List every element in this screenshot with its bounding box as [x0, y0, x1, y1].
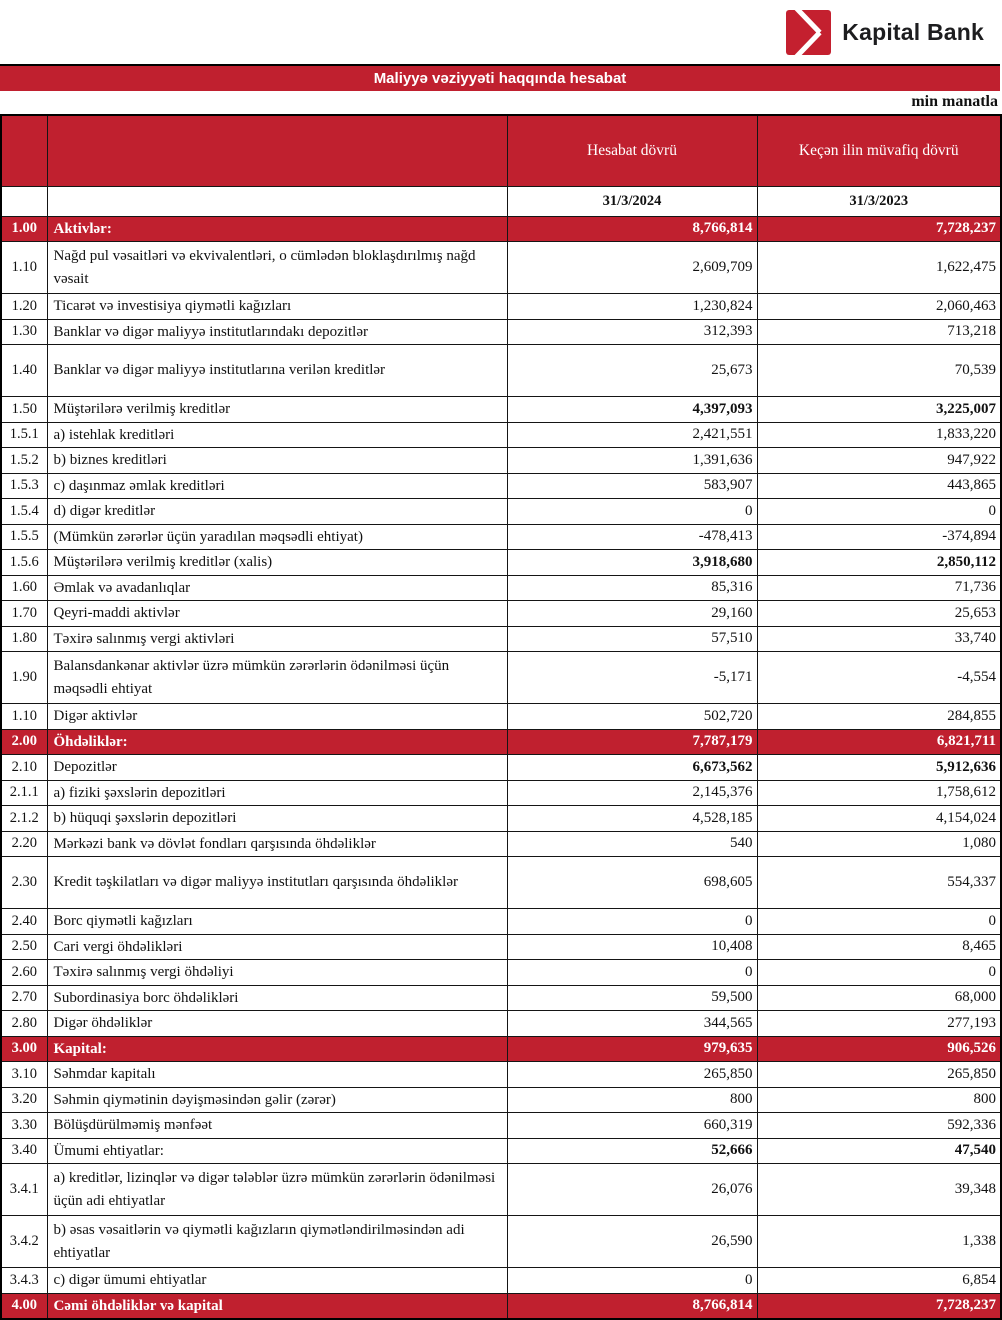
- date-header-row: [1, 186, 1001, 216]
- row-label: a) kreditlər, lizinqlər və digər tələblər üzrə mümkün zərərlərin ödənilməsi üçün adi ehtiyatlar: [47, 1164, 507, 1216]
- row-label: Kapital:: [47, 1036, 507, 1062]
- date-empty-number-cell: [1, 186, 47, 216]
- row-label: Cəmi öhdəliklər və kapital: [47, 1293, 507, 1319]
- row-value-previous: 25,653: [757, 601, 1001, 627]
- row-number: 1.60: [1, 575, 47, 601]
- table-row: [1, 652, 1001, 704]
- row-number: 1.5.3: [1, 473, 47, 499]
- row-label: a) fiziki şəxslərin depozitləri: [47, 780, 507, 806]
- row-value-previous: 713,218: [757, 319, 1001, 345]
- row-value-current: 0: [507, 960, 757, 986]
- kapital-bank-logo: [786, 10, 984, 55]
- row-value-previous: 68,000: [757, 985, 1001, 1011]
- date-previous: 31/3/2023: [757, 186, 1001, 216]
- row-value-current: 979,635: [507, 1036, 757, 1062]
- row-number: 1.80: [1, 626, 47, 652]
- table-row: [1, 294, 1001, 320]
- row-number: 3.10: [1, 1062, 47, 1088]
- row-number: 2.70: [1, 985, 47, 1011]
- row-label: Banklar və digər maliyyə institutlarındakı depozitlər: [47, 319, 507, 345]
- row-number: 1.90: [1, 652, 47, 704]
- table-row: [1, 448, 1001, 474]
- row-label: c) daşınmaz əmlak kreditləri: [47, 473, 507, 499]
- table-row: [1, 1216, 1001, 1268]
- row-number: 1.5.5: [1, 524, 47, 550]
- table-row: [1, 780, 1001, 806]
- table-row: [1, 319, 1001, 345]
- row-label: Depozitlər: [47, 755, 507, 781]
- row-value-current: 312,393: [507, 319, 757, 345]
- row-number: 4.00: [1, 1293, 47, 1319]
- row-value-previous: 906,526: [757, 1036, 1001, 1062]
- row-value-previous: 6,821,711: [757, 729, 1001, 755]
- row-number: 2.30: [1, 857, 47, 909]
- header-empty-number-cell: [1, 115, 47, 186]
- row-label: Əmlak və avadanlıqlar: [47, 575, 507, 601]
- row-number: 1.10: [1, 242, 47, 294]
- row-label: Ticarət və investisiya qiymətli kağızları: [47, 294, 507, 320]
- row-value-current: 800: [507, 1087, 757, 1113]
- row-value-previous: 554,337: [757, 857, 1001, 909]
- table-row: [1, 1036, 1001, 1062]
- row-number: 1.5.4: [1, 499, 47, 525]
- table-row: [1, 909, 1001, 935]
- row-number: 3.4.2: [1, 1216, 47, 1268]
- row-label: Balansdankənar aktivlər üzrə mümkün zərərlərin ödənilməsi üçün məqsədli ehtiyat: [47, 652, 507, 704]
- row-value-previous: 284,855: [757, 704, 1001, 730]
- row-value-current: 8,766,814: [507, 216, 757, 242]
- header-empty-label-cell: [47, 115, 507, 186]
- row-label: b) biznes kreditləri: [47, 448, 507, 474]
- row-value-previous: 33,740: [757, 626, 1001, 652]
- row-value-current: 57,510: [507, 626, 757, 652]
- column-header-row: [1, 115, 1001, 186]
- report-title: Maliyyə vəziyyəti haqqında hesabat: [373, 70, 627, 87]
- row-label: Müştərilərə verilmiş kreditlər (xalis): [47, 550, 507, 576]
- row-value-previous: 800: [757, 1087, 1001, 1113]
- row-value-previous: 7,728,237: [757, 1293, 1001, 1319]
- table-row: [1, 985, 1001, 1011]
- table-row: [1, 242, 1001, 294]
- row-value-current: 0: [507, 1268, 757, 1294]
- table-row: [1, 1138, 1001, 1164]
- row-number: 2.1.2: [1, 806, 47, 832]
- row-label: Kredit təşkilatları və digər maliyyə institutları qarşısında öhdəliklər: [47, 857, 507, 909]
- row-value-previous: 0: [757, 960, 1001, 986]
- row-label: (Mümkün zərərlər üçün yaradılan məqsədli ehtiyat): [47, 524, 507, 550]
- row-value-current: 502,720: [507, 704, 757, 730]
- row-label: Cari vergi öhdəlikləri: [47, 934, 507, 960]
- row-value-previous: 8,465: [757, 934, 1001, 960]
- row-label: c) digər ümumi ehtiyatlar: [47, 1268, 507, 1294]
- row-label: Öhdəliklər:: [47, 729, 507, 755]
- row-value-previous: 443,865: [757, 473, 1001, 499]
- date-empty-label-cell: [47, 186, 507, 216]
- row-value-current: 52,666: [507, 1138, 757, 1164]
- row-label: Təxirə salınmış vergi öhdəliyi: [47, 960, 507, 986]
- table-row: [1, 550, 1001, 576]
- row-value-current: 265,850: [507, 1062, 757, 1088]
- row-value-current: 85,316: [507, 575, 757, 601]
- row-value-previous: 1,622,475: [757, 242, 1001, 294]
- table-row: [1, 397, 1001, 423]
- row-value-current: 540: [507, 831, 757, 857]
- col-header-previous-period: Keçən ilin müvafiq dövrü: [757, 115, 1001, 186]
- row-label: Nağd pul vəsaitləri və ekvivalentləri, o cümlədən bloklaşdırılmış nağd vəsait: [47, 242, 507, 294]
- table-body: [1, 216, 1001, 1319]
- table-row: [1, 934, 1001, 960]
- table-row: [1, 499, 1001, 525]
- date-current: 31/3/2024: [507, 186, 757, 216]
- row-value-previous: 2,850,112: [757, 550, 1001, 576]
- row-value-previous: 47,540: [757, 1138, 1001, 1164]
- logo-row: [0, 0, 1000, 60]
- row-number: 1.40: [1, 345, 47, 397]
- row-value-current: 1,391,636: [507, 448, 757, 474]
- row-number: 3.30: [1, 1113, 47, 1139]
- table-row: [1, 755, 1001, 781]
- table-row: [1, 704, 1001, 730]
- row-value-current: 26,076: [507, 1164, 757, 1216]
- row-value-previous: 3,225,007: [757, 397, 1001, 423]
- row-value-current: 8,766,814: [507, 1293, 757, 1319]
- row-number: 1.70: [1, 601, 47, 627]
- row-number: 2.00: [1, 729, 47, 755]
- row-value-previous: 71,736: [757, 575, 1001, 601]
- row-value-previous: 0: [757, 499, 1001, 525]
- row-label: Banklar və digər maliyyə institutlarına verilən kreditlər: [47, 345, 507, 397]
- row-label: b) əsas vəsaitlərin və qiymətli kağızların qiymətləndirilməsindən adi ehtiyatlar: [47, 1216, 507, 1268]
- row-label: d) digər kreditlər: [47, 499, 507, 525]
- row-value-current: 583,907: [507, 473, 757, 499]
- row-label: Səhmin qiymətinin dəyişməsindən gəlir (zərər): [47, 1087, 507, 1113]
- row-value-current: 10,408: [507, 934, 757, 960]
- row-number: 3.4.1: [1, 1164, 47, 1216]
- row-number: 1.10: [1, 704, 47, 730]
- row-value-previous: 1,338: [757, 1216, 1001, 1268]
- row-label: Borc qiymətli kağızları: [47, 909, 507, 935]
- row-number: 2.60: [1, 960, 47, 986]
- row-label: Qeyri-maddi aktivlər: [47, 601, 507, 627]
- row-number: 2.40: [1, 909, 47, 935]
- row-value-previous: 1,758,612: [757, 780, 1001, 806]
- row-value-current: -478,413: [507, 524, 757, 550]
- row-value-previous: 592,336: [757, 1113, 1001, 1139]
- row-number: 3.00: [1, 1036, 47, 1062]
- kapital-bank-logo-icon: [786, 10, 831, 55]
- row-number: 1.30: [1, 319, 47, 345]
- row-value-current: 660,319: [507, 1113, 757, 1139]
- row-value-previous: -4,554: [757, 652, 1001, 704]
- row-value-previous: 70,539: [757, 345, 1001, 397]
- unit-note: min manatla: [911, 93, 998, 110]
- table-row: [1, 626, 1001, 652]
- table-row: [1, 345, 1001, 397]
- report-title-bar: [0, 64, 1000, 91]
- row-number: 3.40: [1, 1138, 47, 1164]
- row-label: Digər aktivlər: [47, 704, 507, 730]
- row-value-current: 7,787,179: [507, 729, 757, 755]
- table-row: [1, 422, 1001, 448]
- row-value-current: 29,160: [507, 601, 757, 627]
- row-label: b) hüquqi şəxslərin depozitləri: [47, 806, 507, 832]
- table-row: [1, 601, 1001, 627]
- row-value-current: -5,171: [507, 652, 757, 704]
- table-row: [1, 1062, 1001, 1088]
- row-value-current: 0: [507, 499, 757, 525]
- table-row: [1, 1113, 1001, 1139]
- row-value-current: 1,230,824: [507, 294, 757, 320]
- row-value-current: 2,421,551: [507, 422, 757, 448]
- row-label: Subordinasiya borc öhdəlikləri: [47, 985, 507, 1011]
- table-row: [1, 1087, 1001, 1113]
- row-value-previous: -374,894: [757, 524, 1001, 550]
- row-number: 2.50: [1, 934, 47, 960]
- row-value-previous: 1,080: [757, 831, 1001, 857]
- table-row: [1, 960, 1001, 986]
- row-value-previous: 2,060,463: [757, 294, 1001, 320]
- row-value-current: 344,565: [507, 1011, 757, 1037]
- table-row: [1, 729, 1001, 755]
- row-value-previous: 947,922: [757, 448, 1001, 474]
- row-value-current: 2,609,709: [507, 242, 757, 294]
- row-label: Səhmdar kapitalı: [47, 1062, 507, 1088]
- row-value-current: 25,673: [507, 345, 757, 397]
- row-value-current: 2,145,376: [507, 780, 757, 806]
- table-row: [1, 831, 1001, 857]
- table-row: [1, 1268, 1001, 1294]
- row-value-current: 0: [507, 909, 757, 935]
- row-number: 1.5.6: [1, 550, 47, 576]
- row-label: Ümumi ehtiyatlar:: [47, 1138, 507, 1164]
- row-label: Bölüşdürülməmiş mənfəət: [47, 1113, 507, 1139]
- brand-name: Kapital Bank: [842, 18, 984, 45]
- row-value-current: 59,500: [507, 985, 757, 1011]
- table-row: [1, 524, 1001, 550]
- table-row: [1, 1293, 1001, 1319]
- table-row: [1, 806, 1001, 832]
- row-value-previous: 5,912,636: [757, 755, 1001, 781]
- row-number: 1.5.1: [1, 422, 47, 448]
- row-number: 2.80: [1, 1011, 47, 1037]
- table-row: [1, 1011, 1001, 1037]
- row-number: 2.20: [1, 831, 47, 857]
- row-number: 1.20: [1, 294, 47, 320]
- row-label: Müştərilərə verilmiş kreditlər: [47, 397, 507, 423]
- row-number: 2.1.1: [1, 780, 47, 806]
- row-value-previous: 6,854: [757, 1268, 1001, 1294]
- row-label: Təxirə salınmış vergi aktivləri: [47, 626, 507, 652]
- table-row: [1, 473, 1001, 499]
- row-value-current: 26,590: [507, 1216, 757, 1268]
- row-number: 3.20: [1, 1087, 47, 1113]
- row-value-current: 6,673,562: [507, 755, 757, 781]
- row-value-current: 4,397,093: [507, 397, 757, 423]
- row-label: Digər öhdəliklər: [47, 1011, 507, 1037]
- row-number: 1.00: [1, 216, 47, 242]
- row-number: 1.50: [1, 397, 47, 423]
- row-value-previous: 7,728,237: [757, 216, 1001, 242]
- table-row: [1, 857, 1001, 909]
- row-value-current: 4,528,185: [507, 806, 757, 832]
- row-value-previous: 1,833,220: [757, 422, 1001, 448]
- table-row: [1, 1164, 1001, 1216]
- row-value-current: 698,605: [507, 857, 757, 909]
- row-value-previous: 277,193: [757, 1011, 1001, 1037]
- row-value-previous: 4,154,024: [757, 806, 1001, 832]
- row-number: 2.10: [1, 755, 47, 781]
- table-row: [1, 216, 1001, 242]
- row-value-previous: 39,348: [757, 1164, 1001, 1216]
- row-label: Aktivlər:: [47, 216, 507, 242]
- row-number: 3.4.3: [1, 1268, 47, 1294]
- table-row: [1, 575, 1001, 601]
- row-value-previous: 0: [757, 909, 1001, 935]
- row-number: 1.5.2: [1, 448, 47, 474]
- financial-statement-table: [0, 114, 1002, 1320]
- row-label: Mərkəzi bank və dövlət fondları qarşısında öhdəliklər: [47, 831, 507, 857]
- row-value-previous: 265,850: [757, 1062, 1001, 1088]
- col-header-current-period: Hesabat dövrü: [507, 115, 757, 186]
- row-label: a) istehlak kreditləri: [47, 422, 507, 448]
- row-value-current: 3,918,680: [507, 550, 757, 576]
